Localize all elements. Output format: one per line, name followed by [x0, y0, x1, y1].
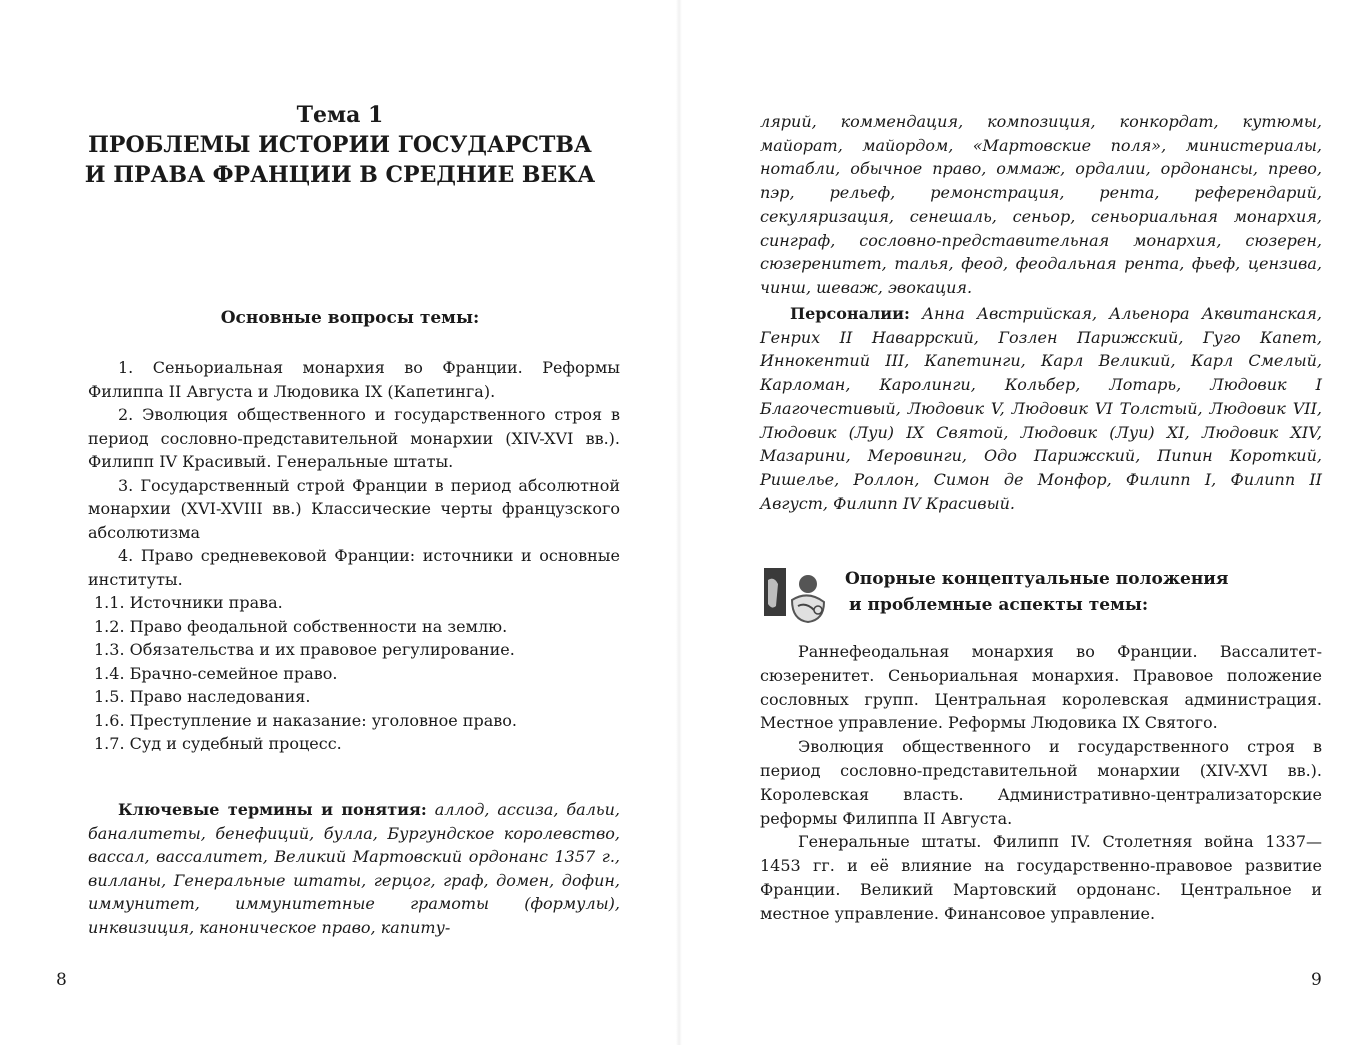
section-heading — [845, 566, 1315, 618]
thinker-icon — [762, 566, 832, 624]
question-item: 2. Эволюция общественного и государственного строя в период сословно-представительной монархии (XIV-XVI вв.). Филипп IV Красивый. Генеральные штаты. — [88, 405, 620, 471]
question-item: 1. Сеньориальная монархия во Франции. Реформы Филиппа II Августа и Людовика IX (Капетинга). — [88, 358, 620, 401]
page-number-left: 8 — [56, 970, 67, 990]
page-number-right: 9 — [1311, 970, 1322, 990]
subquestion-item: 1.4. Брачно-семейное право. — [94, 663, 338, 683]
title-line-2: И ПРАВА ФРАНЦИИ В СРЕДНИЕ ВЕКА — [84, 162, 596, 188]
subquestion-item: 1.2. Право феодальной собственности на землю. — [94, 616, 508, 636]
questions-list — [88, 356, 620, 756]
persons — [760, 302, 1322, 515]
paragraph: Раннефеодальная монархия во Франции. Вассалитет-сюзеренитет. Сеньориальная монархия. Правовое положение сословных групп. Центральная королевская администрация. Местное управление. Реформы Людовика IX Святого. — [760, 642, 1322, 733]
key-terms — [88, 798, 620, 940]
paragraph: Эволюция общественного и государственного строя в период сословно-представительной монархии (XIV-XVI вв.). Королевская власть. Административно-централизаторские реформы Филиппа II Августа. — [760, 737, 1322, 828]
subquestion-item: 1.5. Право наследования. — [94, 687, 311, 706]
persons-label: Персоналии: — [790, 304, 910, 323]
section-body — [760, 640, 1322, 926]
subquestion-item: 1.1. Источники права. — [94, 593, 283, 612]
persons-text: Анна Австрийская, Альенора Аквитанская, Генрих II Наваррский, Гозлен Парижский, Гуго Капет, Иннокентий III, Капетинги, Карл Великий, Карл Смелый, Карломан, Каролинги, Кольбер, Лотарь, Людовик I Благочестивый, Людовик V, Людовик VI Толстый, Людовик VII, Людовик (Луи) IX Святой, Людовик (Луи) XI, Людовик XIV, Мазарини, Меровинги, Одо Парижский, Пипин Короткий, Ришелье, Роллон, Симон де Монфор, Филипп I, Филипп II Август, Филипп IV Красивый. — [760, 304, 1322, 513]
topic-label: Тема 1 — [296, 102, 384, 128]
section-heading-line-1: Опорные концептуальные положения — [845, 569, 1229, 589]
subquestion-item: 1.7. Суд и судебный процесс. — [94, 734, 342, 753]
title-line-1: ПРОБЛЕМЫ ИСТОРИИ ГОСУДАРСТВА — [88, 132, 592, 158]
paragraph: Генеральные штаты. Филипп IV. Столетняя война 1337—1453 гг. и её влияние на государственно-правовое развитие Франции. Великий Мартовский ордонанс. Центральное и местное управление. Финансовое управление. — [760, 832, 1322, 923]
subquestion-item: 1.3. Обязательства и их правовое регулирование. — [94, 640, 515, 659]
key-terms-text: аллод, ассиза, бальи, баналитеты, бенефиций, булла, Бургундское королевство, вассал, вассалитет, Великий Мартовский ордонанс 1357 г., вилланы, Генеральные штаты, герцог, граф, домен, дофин, иммунитет, иммунитетные грамоты (формулы), инквизиция, каноническое право, капиту- — [88, 800, 621, 937]
question-item: 3. Государственный строй Франции в период абсолютной монархии (XVI-XVIII вв.) Классические черты французского абсолютизма — [88, 475, 620, 542]
questions-heading: Основные вопросы темы: — [220, 308, 480, 328]
topic-title — [60, 100, 620, 190]
question-item: 4. Право средневековой Франции: источники и основные институты. — [88, 546, 620, 589]
right-page — [679, 0, 1358, 1045]
subquestion-item: 1.6. Преступление и наказание: уголовное право. — [94, 710, 517, 730]
key-terms-continuation: лярий, коммендация, композиция, конкордат, кутюмы, майорат, майордом, «Мартовские поля», министериалы, нотабли, обычное право, оммаж, ордалии, ордонансы, прево, пэр, рельеф, ремонстрация, рента, референдарий, секуляризация, сенешаль, сеньор, сеньориальная монархия, синграф, сословно-представительная монархия, сюзерен, сюзеренитет, талья, феод, феодальная рента, фьеф, цензива, чинш, шеваж, эвокация. — [760, 112, 1322, 297]
key-terms-label: Ключевые термины и понятия: — [118, 800, 427, 819]
section-heading-line-2: и проблемные аспекты темы: — [849, 595, 1149, 615]
